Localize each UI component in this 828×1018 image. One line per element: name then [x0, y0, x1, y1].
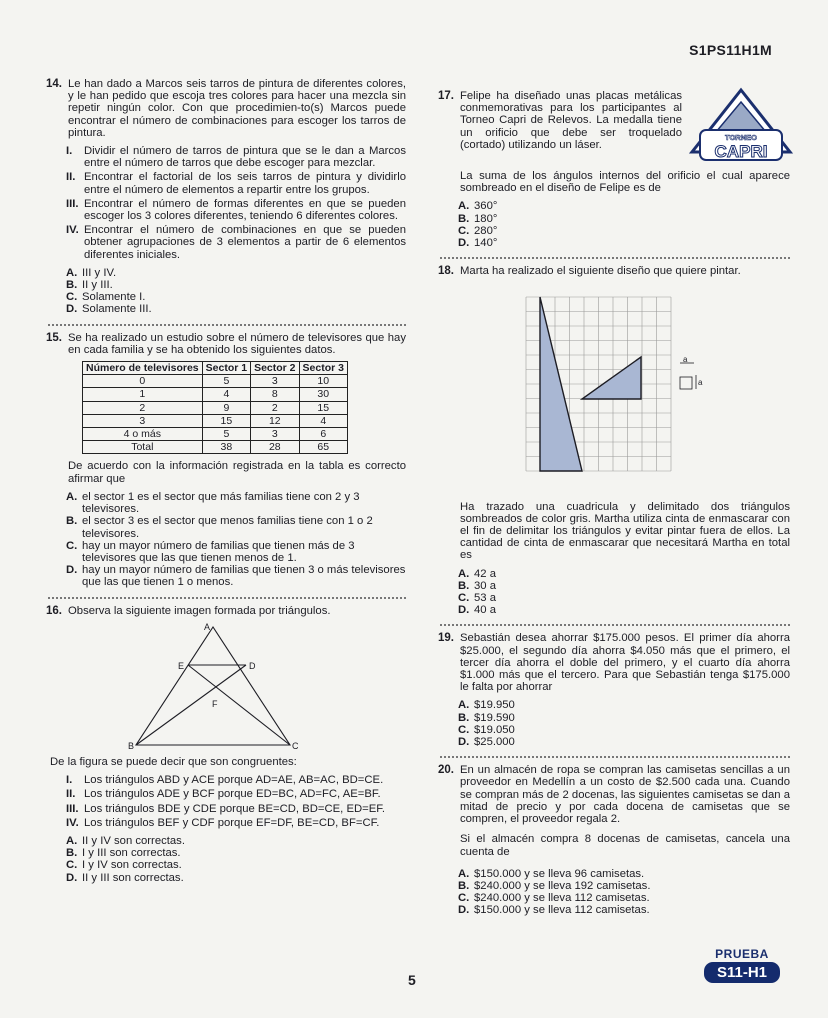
answer-option-a[interactable]	[66, 491, 406, 515]
option-letter: B.	[458, 579, 470, 592]
option-letter: B.	[458, 711, 470, 724]
option-text: 53 a	[474, 592, 496, 605]
option-letter: A.	[458, 200, 470, 213]
statement-text: Los triángulos BDE y CDE porque BE=CD, BD=CE, ED=EF.	[84, 802, 386, 815]
statement-number: II.	[66, 788, 76, 801]
segment-ce	[188, 665, 290, 745]
statement-text: Dividir el número de tarros de pintura que se le dan a Marcos entre el número de tarros que debe escoger para mezclar.	[84, 145, 406, 170]
option-text: hay un mayor número de familias que tienen 3 o más televisores que las que tienen 1 o menos.	[82, 564, 406, 589]
question-text: Felipe ha diseñado unas placas metálicas conmemorativas para los participantes al Torneo Capri de Relevos. La medalla tiene un orificio que debe ser troquelado (cortado) utilizando un láser.	[460, 90, 682, 151]
answer-option-d[interactable]	[66, 303, 406, 315]
option-text: II y III.	[82, 279, 113, 292]
answer-option-b[interactable]	[458, 580, 790, 592]
answer-option-a[interactable]	[458, 568, 790, 580]
statement-item	[66, 224, 406, 261]
statement-item	[66, 803, 406, 815]
statement-text: Los triángulos BEF y CDF porque EF=DF, BE=CD, BF=CF.	[84, 816, 380, 829]
statement-text: Encontrar el factorial de los seis tarros de pintura y dividirlo entre el número de elementos a repartir entre los grupos.	[84, 171, 406, 196]
option-text: I y IV son correctas.	[82, 859, 182, 872]
answer-option-c[interactable]	[66, 291, 406, 303]
statement-item	[66, 788, 406, 800]
option-text: el sector 1 es el sector que más familias tiene con 2 y 3 televisores.	[82, 490, 360, 516]
table-cell: 3	[251, 428, 299, 441]
unit-legend	[680, 355, 703, 389]
table-cell: 10	[299, 375, 347, 388]
statement-text: Encontrar el número de formas diferentes en que se pueden escoger los 3 colores diferentes, teniendo 6 diferentes colores.	[84, 197, 406, 223]
answer-option-b[interactable]	[458, 712, 790, 724]
answer-option-d[interactable]	[458, 904, 790, 916]
table-cell: 5	[202, 375, 250, 388]
option-text: 360°	[474, 200, 498, 213]
answer-option-b[interactable]	[458, 213, 790, 225]
label-f: F	[212, 698, 218, 709]
answer-option-c[interactable]	[458, 892, 790, 904]
question-16	[48, 605, 406, 884]
column-header: Sector 1	[202, 362, 250, 375]
table-cell: 2	[251, 401, 299, 414]
statement-item	[66, 171, 406, 195]
logo-main-text: CAPRI	[714, 142, 768, 161]
question-number: 14.	[46, 78, 62, 90]
answer-option-c[interactable]	[66, 859, 406, 871]
table-cell: 15	[299, 401, 347, 414]
answer-option-d[interactable]	[458, 604, 790, 616]
statement-item	[66, 817, 406, 829]
option-letter: C.	[458, 592, 470, 605]
table-row	[83, 441, 348, 454]
question-text: Observa la siguiente imagen formada por triángulos.	[68, 604, 331, 617]
question-number: 17.	[438, 90, 454, 102]
table-cell: 3	[83, 414, 203, 427]
question-17	[440, 90, 790, 249]
answer-option-a[interactable]	[66, 267, 406, 279]
table-cell: 0	[83, 375, 203, 388]
option-letter: B.	[66, 515, 78, 528]
option-text: I y III son correctas.	[82, 847, 181, 860]
option-letter: C.	[66, 859, 78, 872]
option-text: Solamente III.	[82, 303, 152, 316]
answer-option-c[interactable]	[458, 724, 790, 736]
option-text: III y IV.	[82, 266, 117, 279]
answer-options	[66, 267, 406, 316]
option-letter: C.	[66, 291, 78, 304]
option-letter: B.	[66, 847, 78, 860]
question-prompt: Ha trazado una cuadricula y delimitado dos triángulos sombreados de color gris. Martha utiliza cinta de enmascarar con el fin de delimitar los triángulos y evitar pintar fuera de ellos. La cantidad de cinta de enmascarar que necesitará Martha en total es	[460, 500, 790, 562]
table-cell: 28	[251, 441, 299, 454]
answer-option-b[interactable]	[66, 279, 406, 291]
option-text: hay un mayor número de familias que tienen más de 3 televisores que las que tienen menos de 1.	[82, 539, 355, 564]
option-letter: D.	[458, 604, 470, 617]
answer-option-c[interactable]	[458, 225, 790, 237]
triangle-figure	[128, 621, 298, 751]
question-prompt: De acuerdo con la información registrada en la tabla es correcto afirmar que	[68, 460, 406, 485]
answer-option-a[interactable]	[458, 699, 790, 711]
statement-text: Encontrar el número de combinaciones en que se pueden obtener agrupaciones de 3 elementos a partir de 6 elementos diferentes iniciales.	[84, 224, 406, 261]
question-number: 16.	[46, 604, 62, 617]
answer-options	[66, 835, 406, 884]
option-letter: B.	[66, 279, 78, 292]
statement-text: Los triángulos ADE y BCF porque ED=BC, AD=FC, AE=BF.	[84, 788, 381, 801]
question-prompt: La suma de los ángulos internos del orificio el cual aparece sombreado en el diseño de Felipe es de	[460, 170, 790, 195]
question-prompt: Si el almacén compra 8 docenas de camisetas, cancela una cuenta de	[460, 833, 790, 858]
table-row	[83, 401, 348, 414]
option-letter: A.	[458, 699, 470, 712]
segment-bd	[136, 665, 246, 745]
option-letter: D.	[66, 303, 78, 316]
option-letter: C.	[458, 723, 470, 736]
divider	[440, 257, 790, 259]
table-cell: 65	[299, 441, 347, 454]
option-text: 42 a	[474, 567, 496, 580]
question-text: Marta ha realizado el siguiente diseño que quiere pintar.	[460, 265, 741, 278]
statement-number: IV.	[66, 224, 79, 237]
legend-vertical-label: a	[698, 378, 703, 388]
legend-horizontal-label: a	[683, 355, 688, 365]
answer-option-d[interactable]	[458, 736, 790, 748]
option-text: $240.000 y se lleva 112 camisetas.	[474, 892, 650, 905]
option-text: 280°	[474, 224, 498, 237]
option-text: 180°	[474, 212, 498, 225]
question-15	[48, 332, 406, 589]
answer-option-b[interactable]	[66, 847, 406, 859]
option-text: 40 a	[474, 604, 496, 617]
badge-label: PRUEBA	[715, 947, 769, 961]
option-text: Solamente I.	[82, 291, 146, 304]
table-row	[83, 388, 348, 401]
option-letter: A.	[66, 266, 78, 279]
test-badge	[704, 947, 780, 983]
table-row	[83, 414, 348, 427]
table-cell: Total	[83, 441, 203, 454]
table-cell: 8	[251, 388, 299, 401]
option-text: $25.000	[474, 736, 515, 749]
statement-number: I.	[66, 145, 73, 158]
option-letter: A.	[458, 567, 470, 580]
answer-options	[458, 200, 790, 249]
answer-option-a[interactable]	[458, 200, 790, 212]
answer-option-c[interactable]	[66, 540, 406, 564]
label-a: A	[204, 621, 211, 632]
answer-options	[458, 868, 790, 917]
option-text: $240.000 y se lleva 192 camisetas.	[474, 879, 651, 892]
table-row	[83, 375, 348, 388]
grid-design	[468, 285, 718, 485]
option-letter: A.	[458, 867, 470, 880]
option-text: 30 a	[474, 579, 496, 592]
option-letter: D.	[66, 871, 78, 884]
table-cell: 3	[251, 375, 299, 388]
statement-number: II.	[66, 171, 76, 184]
statement-list	[66, 774, 406, 829]
table-header-row	[83, 362, 348, 375]
question-text: Se ha realizado un estudio sobre el número de televisores que hay en cada familia y se ha obtenido los siguientes datos.	[68, 331, 406, 356]
option-text: $19.050	[474, 723, 515, 736]
table-cell: 1	[83, 388, 203, 401]
question-number: 15.	[46, 331, 62, 344]
divider	[440, 624, 790, 626]
question-text: En un almacén de ropa se compran las camisetas sencillas a un proveedor en Medellín a un costo de $2.500 cada una. Cuando se compran más de 2 docenas, las siguientes camisetas se dan a mitad de precio y por cada docena de camisetas que se compren, el proveedor regala 2.	[460, 764, 790, 826]
answer-options	[66, 491, 406, 589]
table-cell: 15	[202, 414, 250, 427]
option-text: 140°	[474, 237, 498, 250]
question-text: Sebastián desea ahorrar $175.000 pesos. El primer día ahorra $25.000, el segundo día ahorra $4.050 más que el primero, el tercer día ahorra el doble del primero, y el cuarto día ahorra $1.000 más que el tercero. Para que Sebastián tenga $175.000 le falta por ahorrar	[460, 632, 790, 694]
label-d: D	[249, 660, 256, 671]
statement-number: III.	[66, 197, 79, 210]
question-14	[48, 78, 406, 316]
answer-option-d[interactable]	[66, 872, 406, 884]
test-code: S1PS11H1M	[689, 42, 772, 58]
label-b: B	[128, 740, 135, 751]
option-letter: C.	[458, 892, 470, 905]
page-number: 5	[408, 972, 416, 988]
statement-item	[66, 774, 406, 786]
left-column	[48, 78, 406, 884]
option-text: II y IV son correctas.	[82, 834, 185, 847]
table-cell: 4 o más	[83, 428, 203, 441]
right-column	[440, 90, 790, 917]
small-triangle	[582, 357, 641, 399]
option-text: $150.000 y se lleva 112 camisetas.	[474, 904, 650, 917]
statement-number: III.	[66, 802, 79, 815]
answer-options	[458, 568, 790, 617]
statement-number: IV.	[66, 816, 79, 829]
question-19	[440, 632, 790, 748]
label-c: C	[292, 740, 298, 751]
column-header: Sector 2	[251, 362, 299, 375]
question-prompt: De la figura se puede decir que son congruentes:	[50, 755, 297, 768]
question-number: 20.	[438, 764, 454, 777]
divider	[440, 756, 790, 758]
statement-number: I.	[66, 774, 73, 787]
table-row	[83, 428, 348, 441]
option-text: $19.590	[474, 711, 515, 724]
option-letter: C.	[66, 539, 78, 552]
option-letter: C.	[458, 224, 470, 237]
table-cell: 38	[202, 441, 250, 454]
table-cell: 9	[202, 401, 250, 414]
option-letter: D.	[458, 736, 470, 749]
torneo-capri-logo	[688, 86, 794, 170]
tv-data-table	[82, 361, 348, 454]
table-cell: 30	[299, 388, 347, 401]
option-letter: A.	[66, 834, 78, 847]
question-number: 19.	[438, 632, 454, 645]
statement-item	[66, 145, 406, 169]
answer-option-d[interactable]	[458, 237, 790, 249]
logo-top-text: TORNEO	[725, 133, 757, 142]
question-number: 18.	[438, 265, 454, 278]
table-cell: 12	[251, 414, 299, 427]
table-cell: 4	[299, 414, 347, 427]
answer-option-b[interactable]	[66, 515, 406, 539]
option-text: $19.950	[474, 699, 515, 712]
column-header: Número de televisores	[83, 362, 203, 375]
question-18	[440, 265, 790, 616]
question-20	[440, 764, 790, 916]
table-cell: 2	[83, 401, 203, 414]
table-cell: 5	[202, 428, 250, 441]
question-text: Le han dado a Marcos seis tarros de pintura de diferentes colores, y le han pedido que escoja tres colores para hacer una mezcla sin repetir ningún color. Con que procedimien-to(s) Marcos puede encontrar el número de combinaciones para escoger los tarros de pintura.	[68, 78, 406, 139]
answer-option-a[interactable]	[66, 835, 406, 847]
table-cell: 4	[202, 388, 250, 401]
statement-list	[66, 145, 406, 261]
badge-code: S11-H1	[704, 962, 780, 983]
option-letter: D.	[66, 564, 78, 577]
answer-option-d[interactable]	[66, 564, 406, 588]
column-header: Sector 3	[299, 362, 347, 375]
statement-text: Los triángulos ABD y ACE porque AD=AE, AB=AC, BD=CE.	[84, 774, 384, 787]
option-letter: D.	[458, 904, 470, 917]
option-text: el sector 3 es el sector que menos familias tiene con 1 o 2 televisores.	[82, 515, 373, 540]
answer-option-b[interactable]	[458, 880, 790, 892]
divider	[48, 324, 406, 326]
divider	[48, 597, 406, 599]
option-letter: A.	[66, 490, 78, 503]
option-letter: D.	[458, 237, 470, 250]
option-text: II y III son correctas.	[82, 871, 184, 884]
option-letter: B.	[458, 879, 470, 892]
statement-item	[66, 198, 406, 222]
label-e: E	[178, 660, 185, 671]
option-letter: B.	[458, 212, 470, 225]
answer-option-c[interactable]	[458, 592, 790, 604]
answer-options	[458, 699, 790, 748]
answer-option-a[interactable]	[458, 868, 790, 880]
table-cell: 6	[299, 428, 347, 441]
option-text: $150.000 y se lleva 96 camisetas.	[474, 867, 645, 880]
legend-unit-square	[680, 377, 692, 389]
